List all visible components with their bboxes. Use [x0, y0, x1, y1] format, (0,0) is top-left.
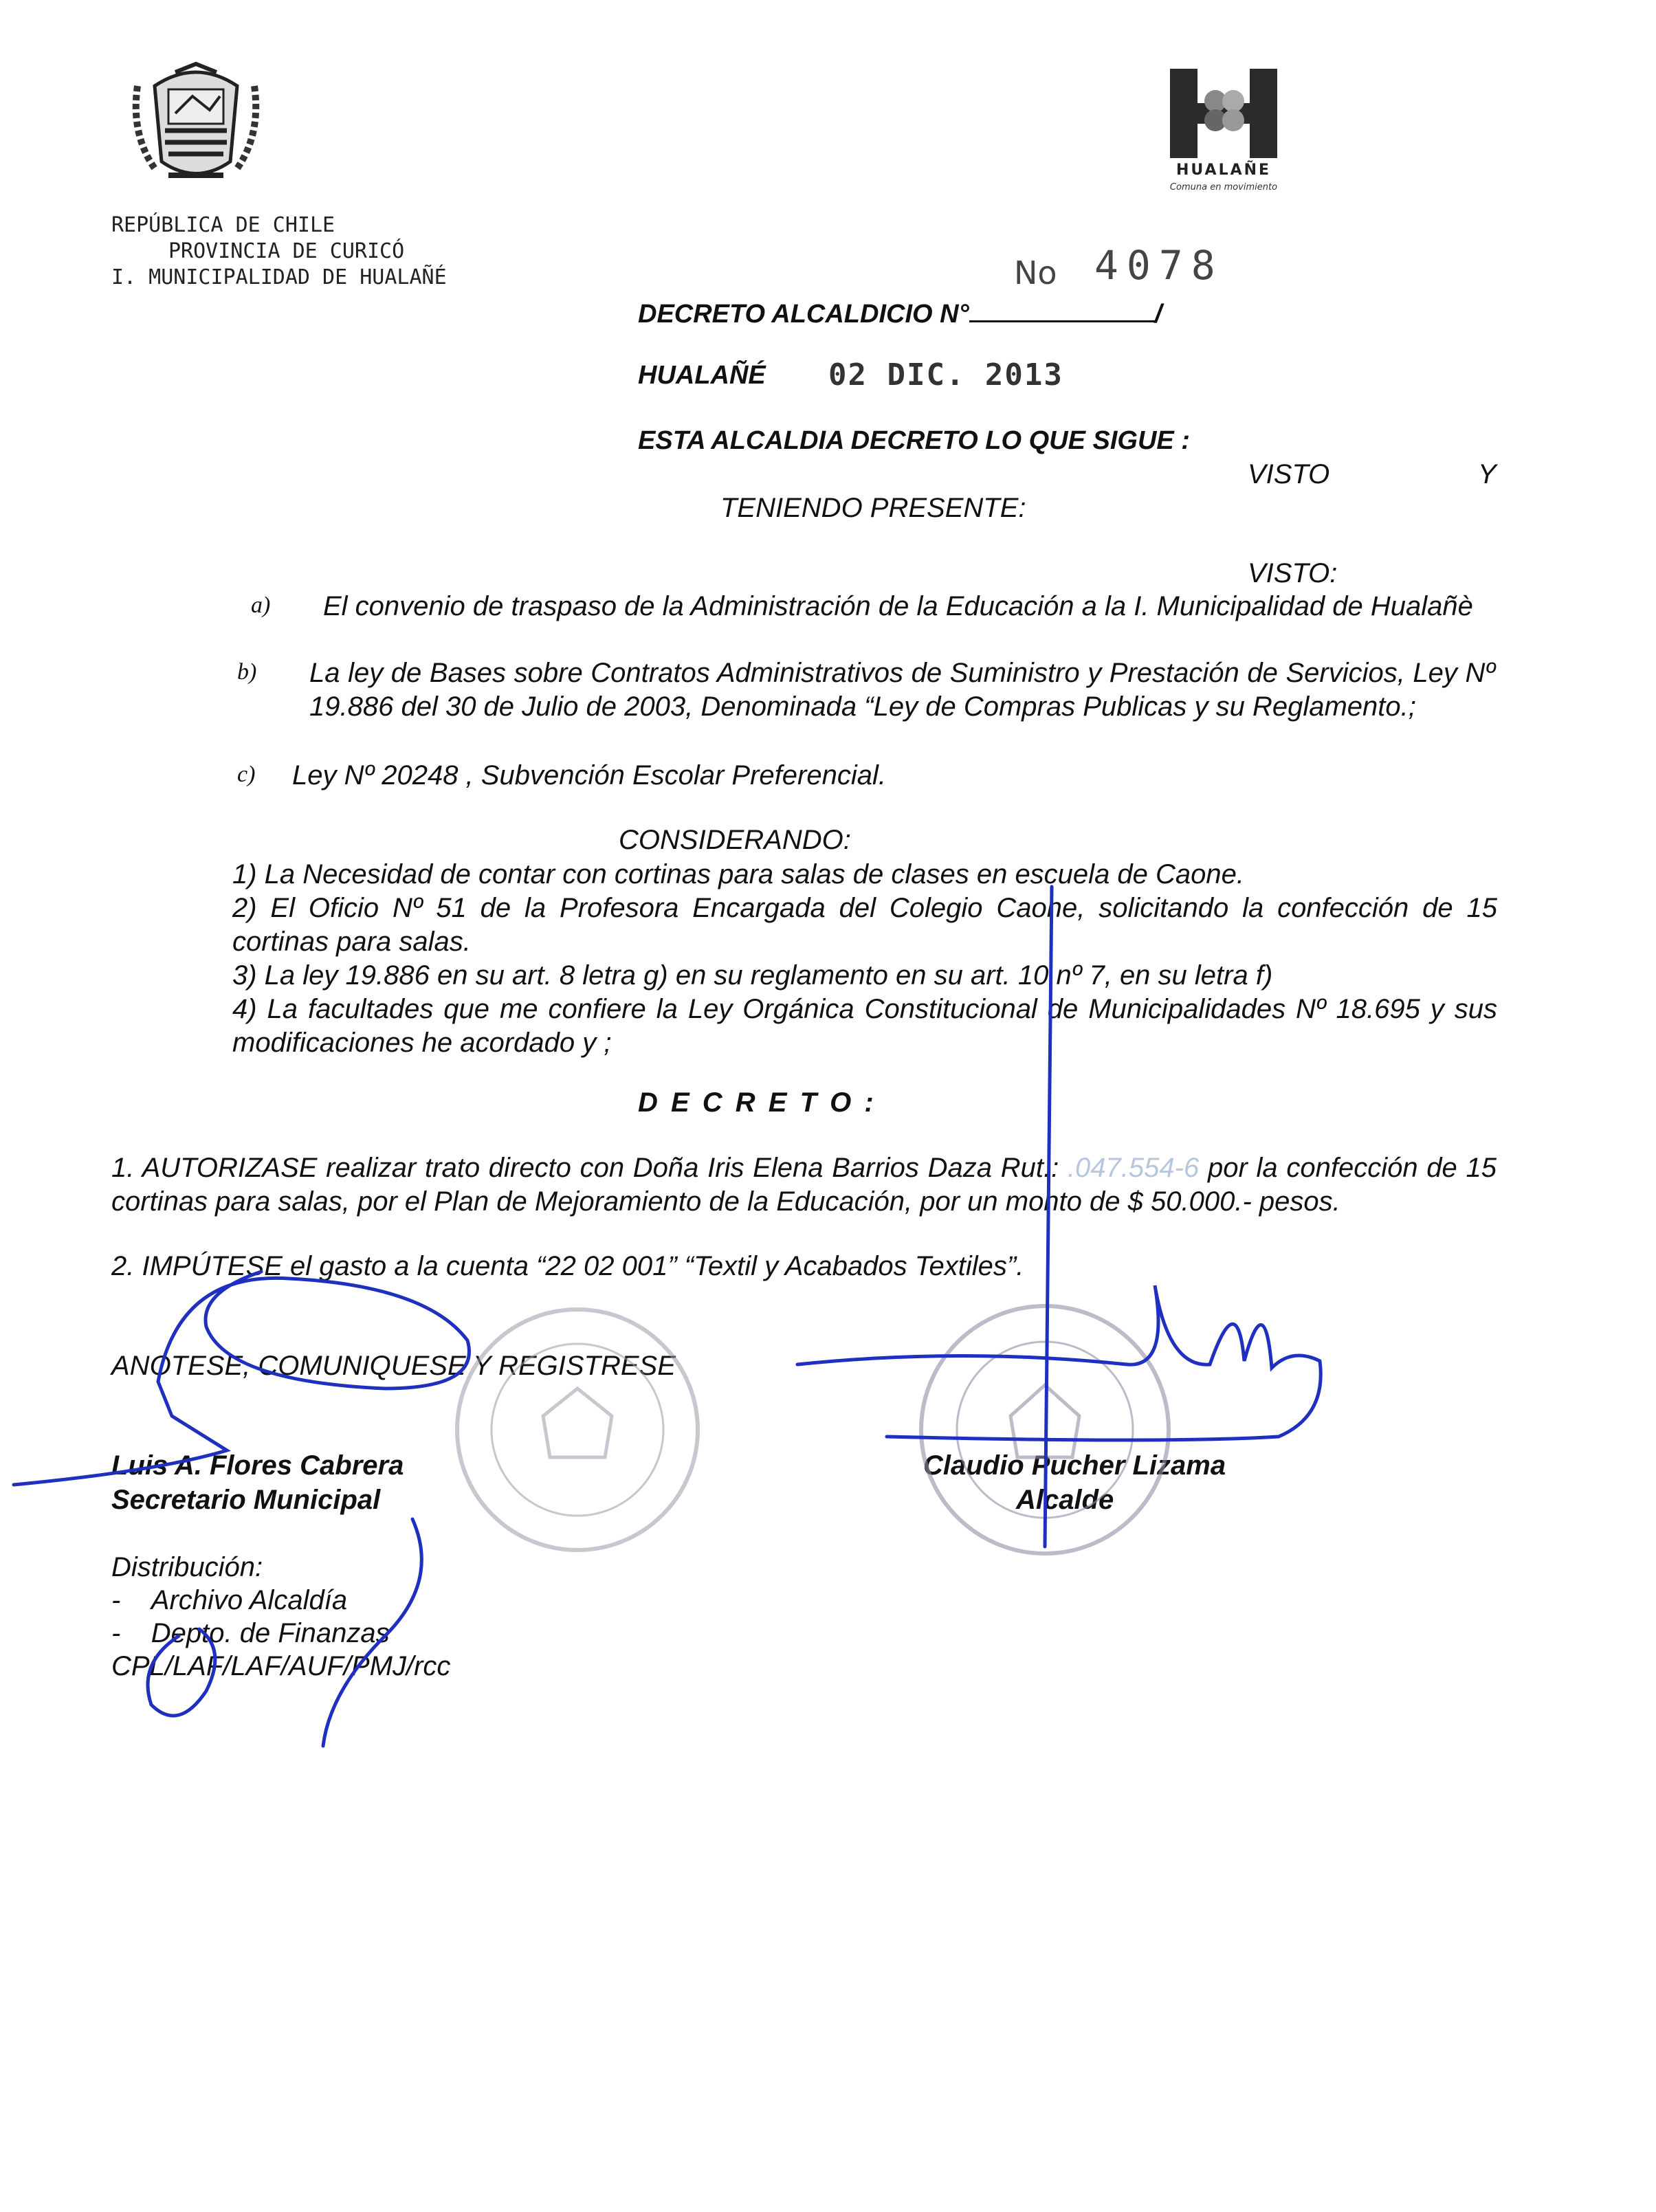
decree-number-blank	[969, 297, 1155, 322]
right-signatory-title: Alcalde	[1016, 1485, 1114, 1515]
country-line: REPÚBLICA DE CHILE	[111, 213, 335, 237]
visto-item-mark: c)	[237, 762, 256, 787]
brand-tagline: Comuna en movimiento	[1169, 182, 1278, 192]
hualane-h-mark	[1162, 65, 1285, 162]
date-stamp: 02 DIC. 2013	[828, 357, 1063, 392]
brand-name: HUALAÑE	[1175, 162, 1272, 179]
visto-heading: VISTO:	[1248, 558, 1338, 588]
municipality-line: I. MUNICIPALIDAD DE HUALAÑÉ	[111, 265, 447, 289]
visto-item	[237, 656, 1495, 724]
coat-of-arms-logo	[127, 58, 265, 189]
considerando-list	[232, 858, 1497, 1060]
closing-line: ANOTESE, COMUNIQUESE Y REGISTRESE	[111, 1351, 676, 1381]
distribution-item-text: Depto. de Finanzas	[151, 1618, 390, 1648]
decreto-item-1-continuation: por la confección de 15 cortinas para salas, por el Plan de Mejoramiento de la Educación, por un monto de $ 50.000.- pesos.	[111, 1153, 1497, 1217]
decree-title	[638, 297, 1162, 329]
decreto-heading: D E C R E T O :	[638, 1087, 876, 1118]
distribution-heading: Distribución:	[111, 1552, 263, 1582]
left-signatory-title: Secretario Municipal	[111, 1485, 381, 1515]
right-signatory-name: Claudio Pucher Lizama	[923, 1450, 1226, 1481]
decreto-item-2: 2. IMPÚTESE el gasto a la cuenta “22 02 001” “Textil y Acabados Textiles”.	[111, 1251, 1024, 1281]
considerando-item: 2) El Oficio Nº 51 de la Profesora Encargada del Colegio Caone, solicitando la confección de 15 cortinas para salas.	[232, 893, 1497, 957]
considerando-item: 4) La facultades que me confiere la Ley Orgánica Constitucional de Municipalidades Nº 18.695 y sus modificaciones he acordado y ;	[232, 994, 1497, 1058]
distribution-item-text: Archivo Alcaldía	[151, 1585, 348, 1615]
visto-item-text: Ley Nº 20248 , Subvención Escolar Preferencial.	[292, 760, 886, 790]
considerando-item: 1) La Necesidad de contar con cortinas para salas de clases en escuela de Caone.	[232, 859, 1245, 889]
teniendo-presente: TENIENDO PRESENTE:	[720, 493, 1026, 523]
stamp-number: 4078	[1094, 242, 1224, 289]
rut-value: .047.554-6	[1067, 1153, 1200, 1183]
visto-item-mark: b)	[237, 659, 257, 685]
visto-item-text: La ley de Bases sobre Contratos Administrativos de Suministro y Prestación de Servicios, Ley Nº 19.886 del 30 de Julio de 2003, Denominada “Ley de Compras Publicas y su Reglamento.;	[309, 658, 1495, 722]
decreto-item-1-text: 1. AUTORIZASE realizar trato directo con Doña Iris Elena Barrios Daza Rut.:	[111, 1153, 1059, 1183]
distribution-item: - Archivo Alcaldía	[111, 1585, 348, 1615]
hualane-logo	[1162, 65, 1285, 196]
right-official-seal	[921, 1306, 1169, 1553]
y-word: Y	[1478, 459, 1497, 489]
visto-item-mark: a)	[251, 593, 271, 618]
place-label: HUALAÑÉ	[638, 361, 766, 390]
province-line: PROVINCIA DE CURICÓ	[168, 239, 405, 263]
visto-item-text: El convenio de traspaso de la Administración de la Educación a la I. Municipalidad de Hualañè	[323, 591, 1473, 621]
decree-intro: ESTA ALCALDIA DECRETO LO QUE SIGUE :	[638, 426, 1190, 455]
distribution-initials: CPL/LAF/LAF/AUF/PMJ/rcc	[111, 1651, 451, 1681]
stamp-number-prefix: No	[1014, 254, 1057, 291]
visto-item	[237, 759, 1495, 793]
considerando-heading: CONSIDERANDO:	[619, 825, 851, 855]
considerando-item: 3) La ley 19.886 en su art. 8 letra g) en su reglamento en su art. 10 nº 7, en su letra f)	[232, 960, 1273, 991]
decree-slash: /	[1154, 300, 1162, 329]
left-official-seal	[457, 1309, 698, 1550]
distribution-item: - Depto. de Finanzas	[111, 1618, 390, 1648]
visto-item	[251, 590, 1495, 623]
decree-title-label: DECRETO ALCALDICIO N°	[638, 300, 969, 329]
left-signatory-name: Luis A. Flores Cabrera	[111, 1450, 404, 1481]
decreto-item-1	[111, 1151, 1497, 1219]
visto-word: VISTO	[1248, 459, 1330, 489]
